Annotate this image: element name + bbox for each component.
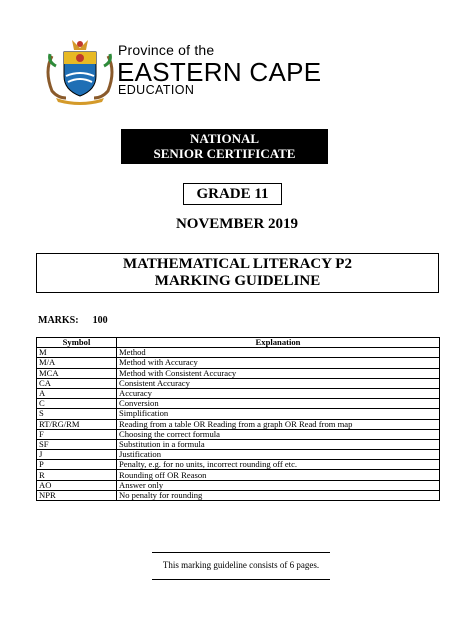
explanation-cell: Consistent Accuracy [117,378,440,388]
explanation-cell: Simplification [117,409,440,419]
table-row [37,419,440,429]
explanation-cell: Rounding off OR Reason [117,470,440,480]
explanation-cell: Method with Accuracy [117,358,440,368]
symbol-cell: C [37,399,117,409]
header-symbol: Symbol [37,338,117,348]
nsc-banner [121,129,328,164]
header-explanation: Explanation [117,338,440,348]
table-row [37,460,440,470]
symbol-cell: MCA [37,368,117,378]
page-count-note: This marking guideline consists of 6 pages. [152,552,330,580]
symbol-cell: CA [37,378,117,388]
explanation-cell: Justification [117,450,440,460]
explanation-cell: Penalty, e.g. for no units, incorrect rounding off etc. [117,460,440,470]
table-row [37,378,440,388]
marks-value: 100 [92,315,108,326]
symbol-cell: SF [37,439,117,449]
coat-of-arms-icon [42,36,118,106]
subject-subtitle: MARKING GUIDELINE [154,273,321,289]
explanation-cell: Method with Consistent Accuracy [117,368,440,378]
table-row [37,348,440,358]
table-row [37,480,440,490]
table-row [37,450,440,460]
symbol-cell: A [37,388,117,398]
symbol-cell: F [37,429,117,439]
table-header-row [37,338,440,348]
explanation-cell: Reading from a table OR Reading from a graph OR Read from map [117,419,440,429]
table-row [37,388,440,398]
explanation-cell: Choosing the correct formula [117,429,440,439]
marks-line [38,315,108,326]
table-row [37,470,440,480]
nsc-line-2: SENIOR CERTIFICATE [153,146,296,161]
symbol-cell: RT/RG/RM [37,419,117,429]
symbol-cell: M [37,348,117,358]
symbol-cell: P [37,460,117,470]
symbol-cell: S [37,409,117,419]
symbol-cell: M/A [37,358,117,368]
department-name: EDUCATION [118,83,195,97]
subject-title: MATHEMATICAL LITERACY P2 [123,256,352,272]
province-line: Province of the [118,42,215,58]
province-name: EASTERN CAPE [117,57,322,87]
symbol-cell: R [37,470,117,480]
explanation-cell: Substitution in a formula [117,439,440,449]
explanation-cell: Answer only [117,480,440,490]
nsc-line-1: NATIONAL [189,131,260,146]
explanation-cell: Method [117,348,440,358]
explanation-cell: No penalty for rounding [117,490,440,500]
marks-label: MARKS: [38,315,79,326]
explanation-cell: Accuracy [117,388,440,398]
symbol-cell: NPR [37,490,117,500]
grade-box: GRADE 11 [183,183,282,205]
explanation-cell: Conversion [117,399,440,409]
symbol-cell: J [37,450,117,460]
table-row [37,429,440,439]
symbol-cell: AO [37,480,117,490]
table-row [37,409,440,419]
table-row [37,399,440,409]
subject-box [36,253,439,293]
table-row [37,368,440,378]
table-row [37,439,440,449]
table-row [37,358,440,368]
symbol-table [36,337,440,501]
exam-date: NOVEMBER 2019 [175,216,299,232]
table-row [37,490,440,500]
